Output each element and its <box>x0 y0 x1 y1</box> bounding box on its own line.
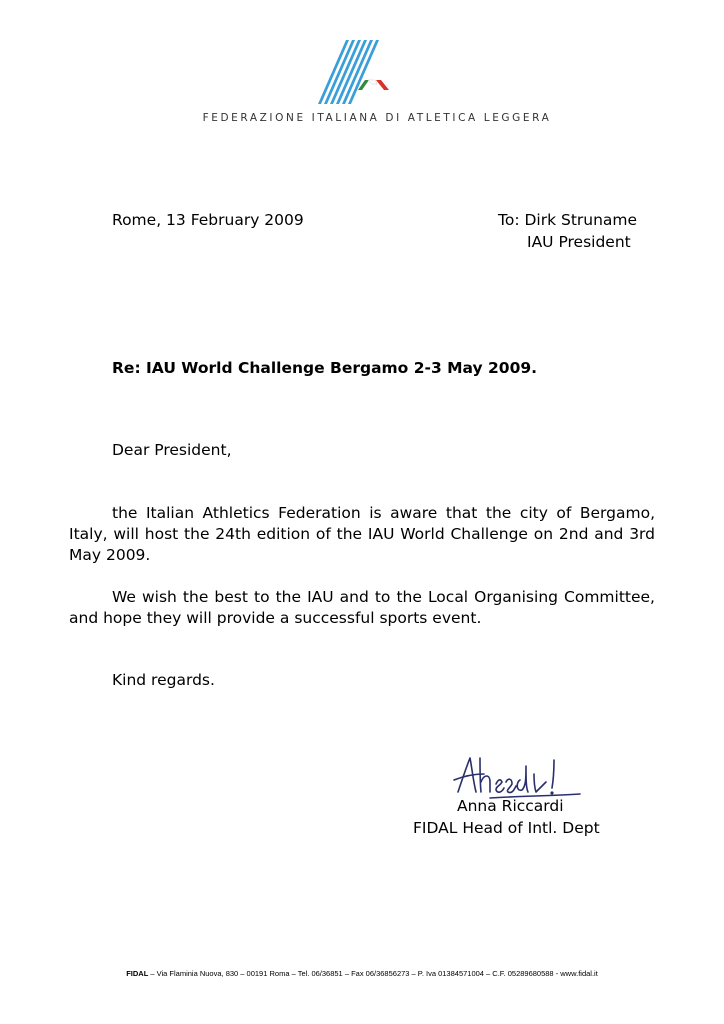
letter-subject: Re: IAU World Challenge Bergamo 2-3 May 2009. <box>112 359 538 377</box>
footer-details: – Via Flaminia Nuova, 830 – 00191 Roma – Tel. 06/36851 – Fax 06/36856273 – P. Iva 01384571004 – C.F. 05289680588 - www.fidal.it <box>148 969 598 978</box>
signer-name: Anna Riccardi <box>457 797 564 815</box>
body-paragraph-2: We wish the best to the IAU and to the Local Organising Committee, and hope they will provide a successful sports event. <box>69 588 655 627</box>
closing: Kind regards. <box>112 671 215 689</box>
recipient-name: To: Dirk Struname <box>498 211 638 229</box>
recipient-title: IAU President <box>527 233 631 251</box>
footer-org: FIDAL <box>126 969 149 978</box>
signer-role: FIDAL Head of Intl. Dept <box>413 819 600 837</box>
letter-date: Rome, 13 February 2009 <box>112 211 304 229</box>
salutation: Dear President, <box>112 441 232 459</box>
organization-name: FEDERAZIONE ITALIANA DI ATLETICA LEGGERA <box>202 112 552 124</box>
body-paragraph-1: the Italian Athletics Federation is aware that the city of Bergamo, Italy, will host the 24th edition of the IAU World Challenge on 2nd and 3rd May 2009. <box>69 504 655 564</box>
footer-address <box>0 969 724 978</box>
fidal-logo-icon <box>318 40 396 106</box>
